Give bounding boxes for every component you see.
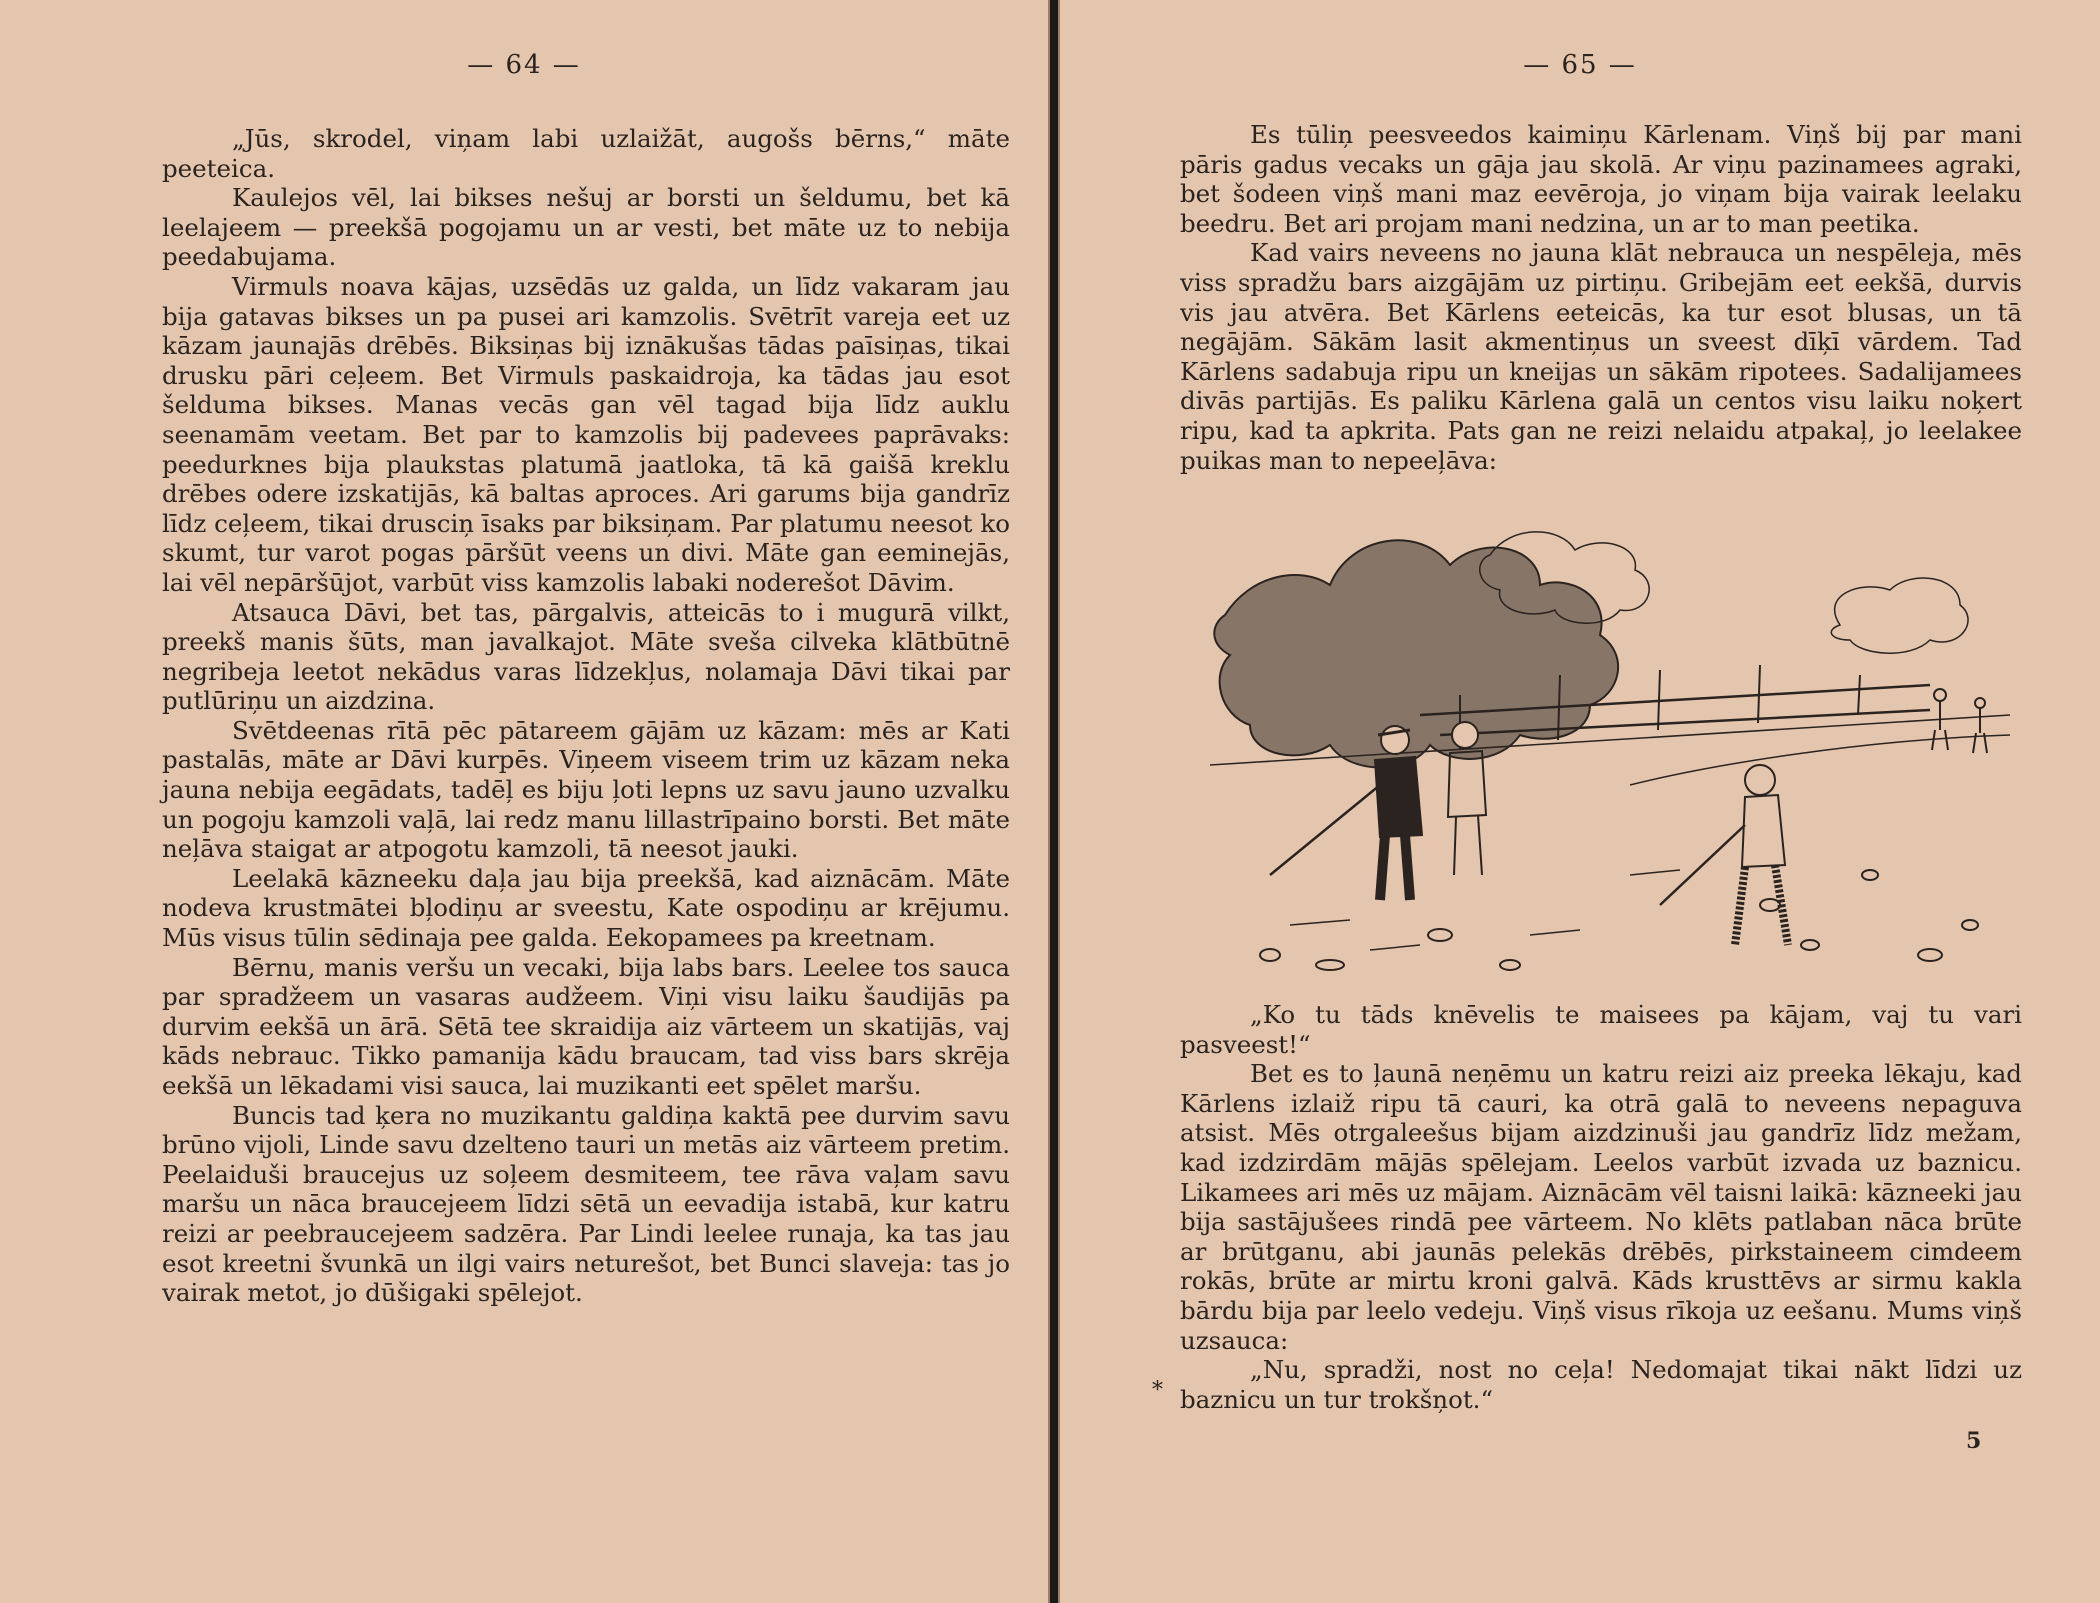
- margin-mark: *: [1152, 1378, 1163, 1403]
- paragraph: Svētdeenas rītā pēc pātareem gājām uz kāzam: mēs ar Kati pastalās, māte ar Dāvi kurpēs. Viņeem viseem trim uz kāzam neka jauna nebija eegādats, tadēļ es biju ļoti lepns uz savu jauno uzvalku un pogoju kamzoli vaļā, lai redz manu lillastrīpaino borsti. Bet māte neļāva staigat ar atpogotu kamzoli, tā neesot jauki.: [162, 715, 1010, 864]
- paragraph: Kad vairs neveens no jauna klāt nebrauca un nespēleja, mēs viss spradžu bars aizgājām uz pirtiņu. Gribejām eet eekšā, durvis vis jau atvēra. Bet Kārlens eeteicās, ka tur esot blusas, un tā negājām. Sākām lasit akmentiņus un sveest dīķī vārdem. Tad Kārlens sadabuja ripu un kneijas un sākām ripotees. Sadalijamees divās partijās. Es paliku Kārlena galā un centos visu laiku noķert ripu, kad ta apkrita. Pats gan ne reizi nelaidu atpakaļ, jo leelakee puikas man to nepeeļāva:: [1180, 238, 2022, 475]
- right-page-text-bottom: [1180, 1000, 2022, 1414]
- paragraph: Kaulejos vēl, lai bikses nešuj ar borsti un šeldumu, bet kā leelajeem — preekšā pogojamu un ar vesti, bet māte uz to nebija peedabujama.: [162, 183, 1010, 272]
- paragraph: „Jūs, skrodel, viņam labi uzlaižāt, augošs bērns,“ māte peeteica.: [162, 124, 1010, 183]
- paragraph: Bet es to ļaunā neņēmu un katru reizi aiz preeka lēkaju, kad Kārlens izlaiž ripu tā cauri, ka otrā galā to neveens nepaguva atsist. Mēs otrgaleešus bijam aizdzinuši jau gandrīz līdz mežam, kad izdzirdām mājās spēlejam. Leelos varbūt izvada uz baznicu. Likamees ari mēs uz mājam. Aiznācām vēl taisni laikā: kāzneeki jau bija sastājušees rindā pee vārteem. No klēts patlaban nāca brūte ar brūtganu, abi jaunās pelekās drēbēs, pirkstaineem cimdeem rokās, brūte ar mirtu kroni galvā. Kāds krusttēvs ar sirmu kakla bārdu bija par leelo vedeju. Viņš visus rīkoja uz eešanu. Mums viņš uzsauca:: [1180, 1059, 2022, 1355]
- left-page-text: [162, 124, 1010, 1308]
- paragraph: Atsauca Dāvi, bet tas, pārgalvis, atteicās to i mugurā vilkt, preekš manis šūts, man javalkajot. Māte sveša cilveka klātbūtnē negribeja leetot nekādus varas līdzekļus, nolamaja Dāvi tikai par putlūriņu un aizdzina.: [162, 597, 1010, 716]
- paragraph: „Ko tu tāds knēvelis te maisees pa kājam, vaj tu vari pasveest!“: [1180, 1000, 2022, 1059]
- paragraph: Buncis tad ķera no muzikantu galdiņa kaktā pee durvim savu brūno vijoli, Linde savu dzelteno tauri un metās aiz vārteem pretim. Peelaiduši braucejus uz soļeem desmiteem, tee rāva vaļam savu maršu un nāca braucejeem līdzi sētā un eevadija istabā, kur katru reizi ar peebraucejeem sadzēra. Par Lindi leelee runaja, ka tas jau esot kreetni švunkā un ilgi vairs neturešot, bet Bunci slaveja: tas jo vairak metot, jo dūšigaki spēlejot.: [162, 1100, 1010, 1308]
- page-number-left: — 64 —: [467, 50, 581, 80]
- right-page-text-top: [1180, 120, 2022, 475]
- illustration-boys-playing: [1210, 525, 2010, 995]
- paragraph: Es tūliņ peesveedos kaimiņu Kārlenam. Viņš bij par mani pāris gadus vecaks un gāja jau skolā. Ar viņu pazinamees agraki, bet šodeen viņš mani maz eevēroja, jo viņam bija vairak leelaku beedru. Bet ari projam mani nedzina, un ar to man peetika.: [1180, 120, 2022, 238]
- right-page: [1058, 0, 2100, 1603]
- paragraph: Virmuls noava kājas, uzsēdās uz galda, un līdz vakaram jau bija gatavas bikses un pa pusei ari kamzolis. Svētrīt vareja eet uz kāzam jaunajās drēbēs. Biksiņas bij iznākušas tādas paīsiņas, tikai drusku pāri ceļeem. Bet Virmuls paskaidroja, ka tādas jau esot šelduma bikses. Manas vecās gan vēl tagad bija līdz auklu seenamām veetam. Bet par to kamzolis bij padevees paprāvaks: peedurknes bija plaukstas platumā jaatloka, tā kā gaišā kreklu drēbes odere izskatijās, kā baltas aproces. Ari garums bija gandrīz līdz ceļeem, tikai drusciņ īsaks par biksiņam. Par platumu neesot ko skumt, tur varot pogas pāršūt veens un divi. Māte gan eeminejās, lai vēl nepāršūjot, varbūt viss kamzolis labaki noderešot Dāvim.: [162, 271, 1010, 597]
- signature-mark: 5: [1966, 1428, 1982, 1454]
- paragraph: Leelakā kāzneeku daļa jau bija preekšā, kad aiznācām. Māte nodeva krustmātei bļodiņu ar sveestu, Kate ospodiņu ar krējumu. Mūs visus tūlin sēdinaja pee galda. Eekopamees pa kreetnam.: [162, 863, 1010, 953]
- page-number-right: — 65 —: [1523, 50, 1637, 80]
- book-gutter: [1050, 0, 1058, 1603]
- paragraph: Bērnu, manis veršu un vecaki, bija labs bars. Leelee tos sauca par spradžeem un vasaras audžeem. Viņi visu laiku šaudijās pa durvim eekšā un ārā. Sētā tee skraidija aiz vārteem un skatijās, vaj kāds nebrauc. Tikko pamanija kādu braucam, tad viss bars skrēja eekšā un lēkadami visi sauca, lai muzikanti eet spēlet maršu.: [162, 952, 1010, 1100]
- paragraph: „Nu, spradži, nost no ceļa! Nedomajat tikai nākt līdzi uz baznicu un tur trokšņot.“: [1180, 1355, 2022, 1414]
